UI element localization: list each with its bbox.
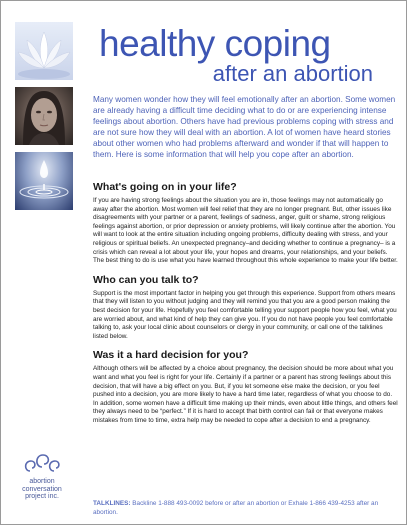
section-heading-talk: Who can you talk to? [93, 273, 199, 286]
swirl-logo-icon [22, 451, 62, 475]
title-line-2: after an abortion [212, 61, 373, 86]
section-text-life: If you are having strong feelings about the situation you are in, those feelings may not automatically go away after the abortion. Most women will feel relief that they are no longer pregnant. But, other issues like disagreements with your partner or a parent, feelings of sadness, anger, guilt or shame, strong religious feelings against abortion, or prior depression or anxiety problems, will likely continue after the abortion. You will want to look at the entire situation including ongoing problems, difficulty dealing with stress, and your religious or spiritual beliefs. An unexpected pregnancy–and deciding whether to continue a pregnancy– is a crisis which can reveal a lot about your life, your hopes and dreams, your relationships, and your beliefs. The best thing to do is use what you have learned throughout this whole experience to make your life better. [93, 197, 398, 265]
section-heading-life: What's going on in your life? [93, 181, 237, 193]
talklines-text: Backline 1-888 493-0092 before or after an abortion or Exhale 1-866 439-4253 after an abortion. [93, 500, 379, 516]
page-title [93, 25, 399, 86]
water-drop-photo [15, 152, 73, 210]
logo-line-3: project inc. [25, 493, 59, 500]
logo-line-2: conversation [22, 485, 62, 493]
article-body [93, 181, 399, 433]
talklines-note [93, 500, 393, 517]
lotus-photo [15, 22, 73, 80]
organization-logo [7, 451, 77, 501]
talklines-label: TALKLINES: [93, 500, 131, 507]
section-heading-decision: Was it a hard decision for you? [93, 349, 249, 362]
left-sidebar [1, 1, 78, 524]
logo-line-1: abortion [29, 478, 55, 485]
intro-paragraph: Many women wonder how they will feel emotionally after an abortion. Some women are already having a difficult time deciding what to do or are experiencing intense feelings about abortion. Others have had previous problems coping with stress and are not sure how they will deal with an abortion. A lot of women have heard stories about other women who had problems afterward and wonder if that will happen to them. Here is some information that will help you cope after an abortion. [93, 95, 396, 159]
title-line-1: healthy coping [99, 23, 331, 64]
section-text-talk: Support is the most important factor in helping you get through this experience. Support from others means that they will listen to you without judging and they will remind you that you are a good person making the best decision for your life. Hopefully you feel comfortable telling your support people how you feel, what you are worried about, and what kind of help they can give you. If you do not have people you feel comfortable talking to, ask your local clinic about counselors or clergy in your community, or call one of the talklines listed below. [93, 289, 397, 340]
section-text-decision: Although others will be affected by a choice about pregnancy, the decision should be more about what you want and what you feel is right for your life. Certainly if a partner or a parent has strong feelings about this decision, that will have a big effect on you. But, if you let someone else make the decision, or you feel pushed into a decision, you are more likely to have a hard time later, regardless of what you choose to do. In addition, some women have a difficult time making up their minds, even about little things, and others feel they always need to be “perfect.” If it is hard to accept that birth control can fail or that everyone makes mistakes from time to time, extra help may be needed to cope after a decision to end a pregnancy. [93, 365, 398, 424]
woman-portrait-photo [15, 87, 73, 145]
